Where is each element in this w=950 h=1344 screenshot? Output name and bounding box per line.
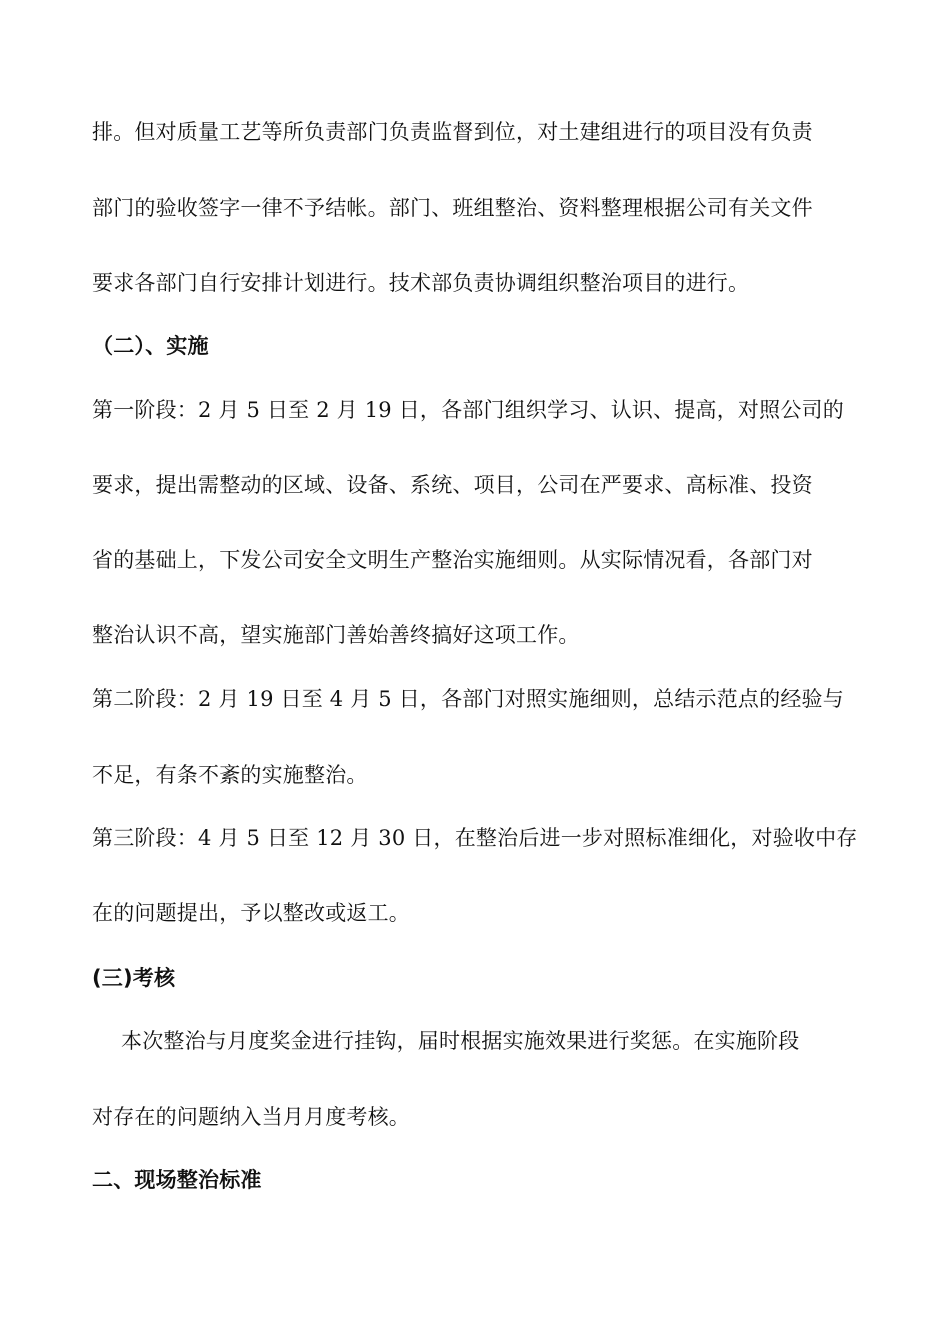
section-heading-site-standards: 二、现场整治标准 [92, 1168, 262, 1192]
paragraph-line: 排。但对质量工艺等所负责部门负责监督到位，对土建组进行的项目没有负责 [92, 120, 813, 144]
paragraph-line: 在的问题提出，予以整改或返工。 [92, 901, 410, 925]
paragraph-line: 不足，有条不紊的实施整治。 [92, 763, 368, 787]
paragraph-line: 部门的验收签字一律不予结帐。部门、班组整治、资料整理根据公司有关文件 [92, 196, 813, 220]
paragraph-line: 第一阶段：2 月 5 日至 2 月 19 日，各部门组织学习、认识、提高，对照公司的 [92, 398, 844, 422]
paragraph-line: 第二阶段：2 月 19 日至 4 月 5 日，各部门对照实施细则，总结示范点的经验与 [92, 687, 844, 711]
paragraph-line: 本次整治与月度奖金进行挂钩，届时根据实施效果进行奖惩。在实施阶段 [121, 1029, 800, 1053]
section-heading-assessment: (三)考核 [92, 966, 176, 990]
paragraph-line: 省的基础上，下发公司安全文明生产整治实施细则。从实际情况看，各部门对 [92, 548, 813, 572]
section-heading-implementation: （二）、实施 [92, 334, 209, 358]
paragraph-line: 整治认识不高，望实施部门善始善终搞好这项工作。 [92, 623, 580, 647]
paragraph-line: 对存在的问题纳入当月月度考核。 [92, 1105, 410, 1129]
paragraph-line: 要求各部门自行安排计划进行。技术部负责协调组织整治项目的进行。 [92, 271, 750, 295]
paragraph-line: 要求，提出需整动的区域、设备、系统、项目，公司在严要求、高标准、投资 [92, 473, 813, 497]
paragraph-line: 第三阶段：4 月 5 日至 12 月 30 日，在整治后进一步对照标准细化，对验收中存 [92, 826, 858, 850]
